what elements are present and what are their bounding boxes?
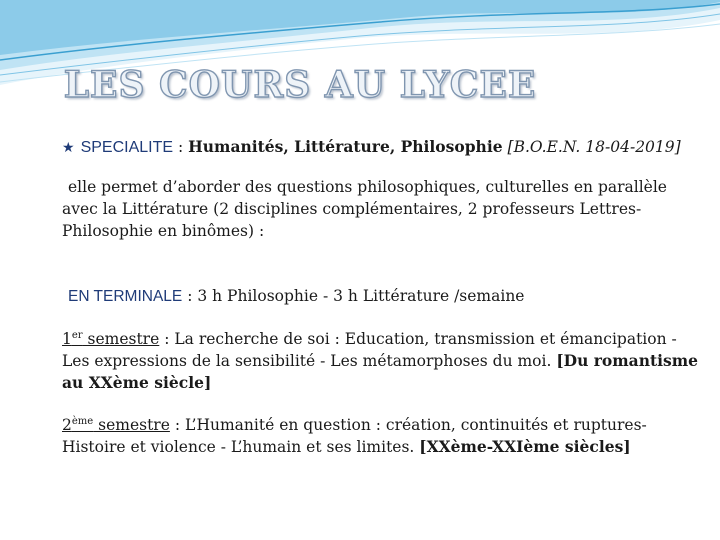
semestre2-num: 2: [62, 416, 72, 434]
terminale-line: [62, 285, 708, 308]
semestre2-heading: [62, 416, 170, 434]
star-bullet-icon: ★: [62, 140, 75, 156]
specialite-subjects: Humanités, Littérature, Philosophie: [188, 137, 503, 156]
intro-paragraph: [62, 176, 702, 242]
terminale-label: EN TERMINALE: [68, 288, 183, 305]
semestre1-details: Education, transmission et émancipation - Les expressions de la sensibilité - Les métamorphoses du moi.: [62, 330, 677, 370]
intro-text: elle permet d’aborder des questions philosophiques, culturelles en parallèle avec la Littérature (2 disciplines complémentaires, 2 professeurs Lettres-Philosophie en binômes) :: [62, 178, 667, 240]
semestre1-period: [Du romantisme au XXème siècle]: [62, 351, 699, 392]
semestre2-label: semestre: [93, 416, 170, 434]
specialite-sep: :: [173, 138, 189, 156]
semestre1-heading: [62, 330, 159, 348]
semestre1-theme: : La recherche de soi :: [159, 330, 345, 348]
page-title: LES COURS AU LYCEE: [63, 64, 537, 106]
terminale-text: : 3 h Philosophie - 3 h Littérature /semaine: [182, 287, 525, 305]
specialite-line: [62, 136, 702, 159]
semestre1-label: semestre: [82, 330, 160, 348]
semestre1-paragraph: [62, 328, 702, 394]
semestre2-details: création, continuités et ruptures-Histoire et violence - L’humain et ses limites.: [62, 416, 647, 456]
semestre2-paragraph: [62, 414, 702, 458]
semestre2-theme: : L’Humanité en question :: [169, 416, 386, 434]
specialite-label: SPECIALITE: [80, 139, 174, 156]
semestre2-period: [XXème-XXIème siècles]: [419, 437, 631, 456]
semestre2-sup: ème: [71, 415, 94, 427]
semestre1-sup: er: [71, 329, 83, 341]
specialite-reference: [B.O.E.N. 18-04-2019]: [507, 138, 681, 156]
semestre1-num: 1: [62, 330, 72, 348]
